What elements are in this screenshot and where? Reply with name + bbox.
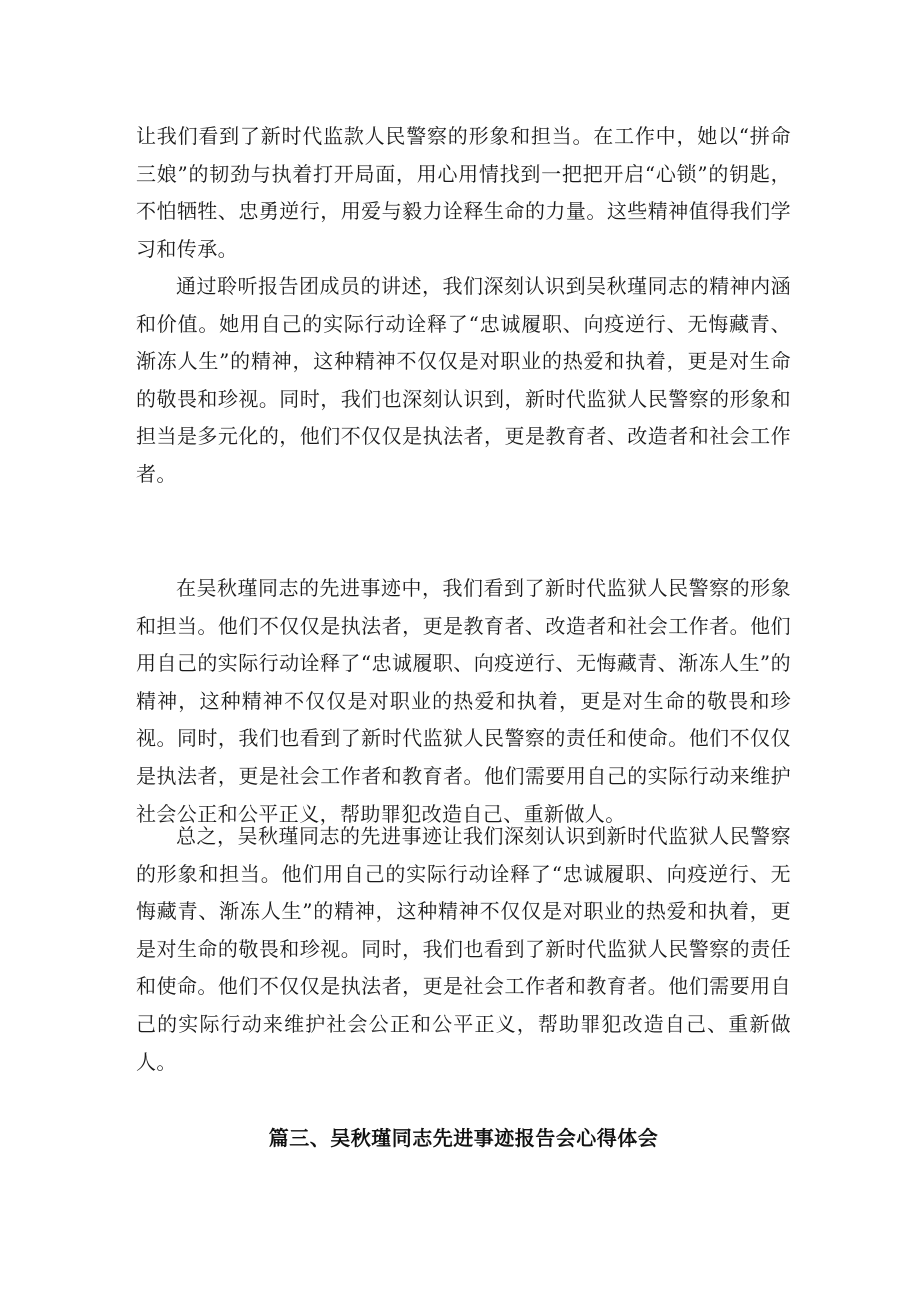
paragraph-text: 在吴秋瑾同志的先进事迹中，我们看到了新时代监狱人民警察的形象和担当。他们不仅仅是执法者，更是教育者、改造者和社会工作者。他们用自己的实际行动诠释了“忠诚履职、向疫逆行、无悔藏青、渐冻人生”的精神，这种精神不仅仅是对职业的热爱和执着，更是对生命的敬畏和珍视。同时，我们也看到了新时代监狱人民警察的责任和使命。他们不仅仅是执法者，更是社会工作者和教育者。他们需要用自己的实际行动来维护社会公正和公平正义，帮助罪犯改造自己、重新做人。 bbox=[136, 576, 791, 826]
body-paragraph-4 bbox=[136, 818, 791, 1081]
body-paragraph-1 bbox=[136, 118, 791, 268]
paragraph-text: 通过聆听报告团成员的讲述，我们深刻认识到吴秋瑾同志的精神内涵和价值。她用自己的实际行动诠释了“忠诚履职、向疫逆行、无悔藏青、渐冻人生”的精神，这种精神不仅仅是对职业的热爱和执着，更是对生命的敬畏和珍视。同时，我们也深刻认识到，新时代监狱人民警察的形象和担当是多元化的，他们不仅仅是执法者，更是教育者、改造者和社会工作者。 bbox=[136, 274, 791, 486]
body-paragraph-2 bbox=[136, 268, 791, 494]
body-paragraph-3 bbox=[136, 570, 791, 833]
section-heading: 篇三、吴秋瑾同志先进事迹报告会心得体会 bbox=[268, 1126, 659, 1150]
paragraph-text: 总之，吴秋瑾同志的先进事迹让我们深刻认识到新时代监狱人民警察的形象和担当。他们用自己的实际行动诠释了“忠诚履职、向疫逆行、无悔藏青、渐冻人生”的精神，这种精神不仅仅是对职业的热爱和执着，更是对生命的敬畏和珍视。同时，我们也看到了新时代监狱人民警察的责任和使命。他们不仅仅是执法者，更是社会工作者和教育者。他们需要用自己的实际行动来维护社会公正和公平正义，帮助罪犯改造自己、重新做人。 bbox=[136, 824, 791, 1074]
paragraph-text: 让我们看到了新时代监款人民警察的形象和担当。在工作中，她以“拼命三娘”的韧劲与执着打开局面，用心用情找到一把把开启“心锁”的钥匙，不怕牺牲、忠勇逆行，用爱与毅力诠释生命的力量。这些精神值得我们学习和传承。 bbox=[136, 124, 791, 261]
